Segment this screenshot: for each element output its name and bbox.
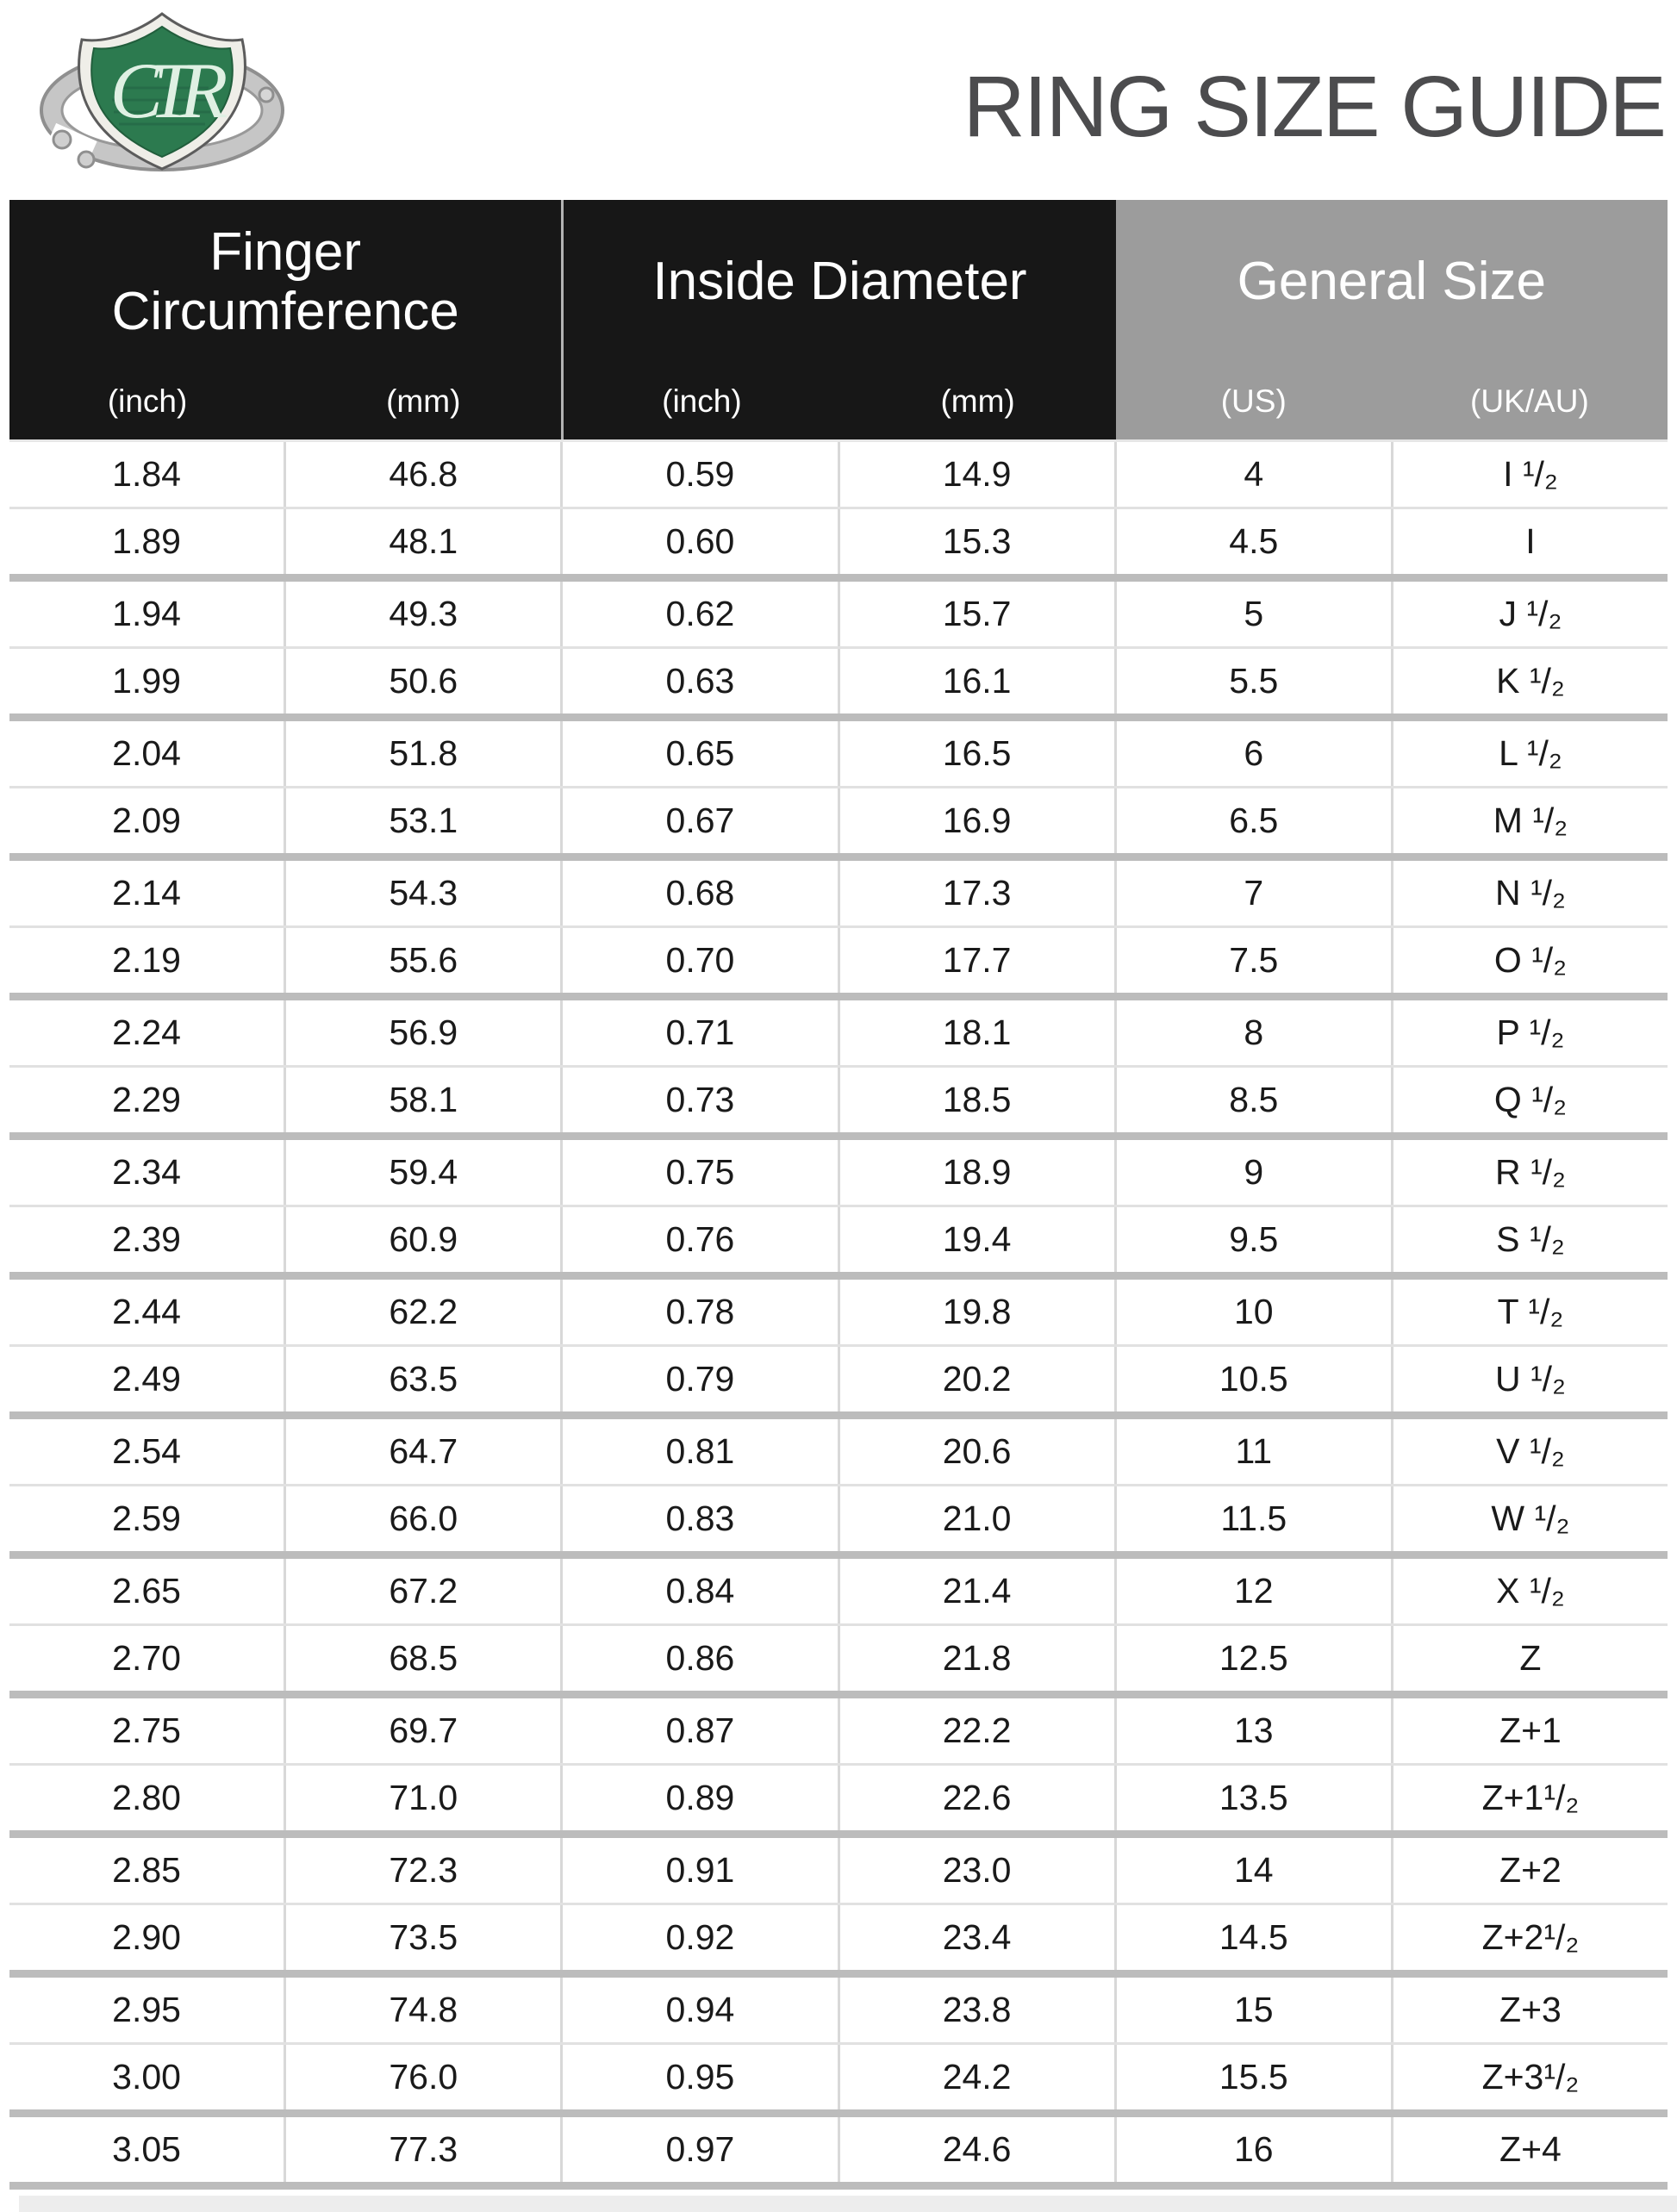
table-row [9, 1419, 1668, 1486]
table-cell: 54.3 [284, 861, 560, 925]
table-cell: 7.5 [1114, 928, 1391, 993]
table-cell: 23.8 [838, 1978, 1114, 2042]
table-cell: 68.5 [284, 1626, 560, 1691]
table-cell: 76.0 [284, 2045, 560, 2109]
table-cell: 0.60 [560, 509, 837, 574]
table-cell: 0.67 [560, 788, 837, 853]
column-group-label: General Size [1237, 252, 1547, 312]
table-cell: 63.5 [284, 1347, 560, 1411]
table-cell: 8 [1114, 1000, 1391, 1065]
unit-label: (mm) [940, 383, 1015, 419]
table-cell: 59.4 [284, 1140, 560, 1205]
table-cell: Z+2¹/₂ [1391, 1905, 1668, 1970]
unit-row [1116, 364, 1668, 439]
unit-row [564, 364, 1115, 439]
table-cell: 73.5 [284, 1905, 560, 1970]
table-row [9, 582, 1668, 649]
table-cell: 72.3 [284, 1838, 560, 1903]
table-cell: 2.19 [112, 940, 181, 980]
table-row [9, 1000, 1668, 1068]
table-cell: 0.97 [560, 2117, 837, 2182]
table-cell: 1.89 [112, 521, 181, 561]
table-cell: 0.91 [560, 1838, 837, 1903]
ctr-ring-logo [33, 3, 291, 178]
table-cell: 19.8 [838, 1280, 1114, 1344]
table-cell: 5.5 [1114, 649, 1391, 713]
table-row [9, 1838, 1668, 1905]
table-cell: 0.84 [560, 1559, 837, 1623]
table-cell: 2.24 [112, 1013, 181, 1052]
table-cell: S ¹/₂ [1391, 1207, 1668, 1272]
table-cell: 17.7 [838, 928, 1114, 993]
table-cell: 0.70 [560, 928, 837, 993]
table-cell: 14.9 [838, 442, 1114, 507]
table-cell: 5 [1114, 582, 1391, 646]
table-cell: 19.4 [838, 1207, 1114, 1272]
table-cell: Z+4 [1391, 2117, 1668, 2182]
table-cell: 18.9 [838, 1140, 1114, 1205]
table-cell: 9 [1114, 1140, 1391, 1205]
header-group-inside-diameter [564, 200, 1115, 439]
table-cell: P ¹/₂ [1391, 1000, 1668, 1065]
table-row [9, 509, 1668, 582]
column-group-label: Inside Diameter [652, 252, 1027, 312]
table-cell: 0.63 [560, 649, 837, 713]
table-cell: 11 [1114, 1419, 1391, 1484]
table-cell: 2.75 [112, 1710, 181, 1750]
table-cell: 2.85 [112, 1850, 181, 1890]
table-cell: 12 [1114, 1559, 1391, 1623]
table-cell: 13 [1114, 1698, 1391, 1763]
table-cell: 46.8 [284, 442, 560, 507]
table-cell: 0.78 [560, 1280, 837, 1344]
table-cell: 0.68 [560, 861, 837, 925]
table-cell: N ¹/₂ [1391, 861, 1668, 925]
table-cell: 51.8 [284, 721, 560, 786]
table-cell: 6.5 [1114, 788, 1391, 853]
table-cell: 14.5 [1114, 1905, 1391, 1970]
table-cell: 14 [1114, 1838, 1391, 1903]
table-cell: T ¹/₂ [1391, 1280, 1668, 1344]
table-header [9, 200, 1668, 439]
table-cell: 0.79 [560, 1347, 837, 1411]
table-cell: 4 [1114, 442, 1391, 507]
table-cell: 49.3 [284, 582, 560, 646]
table-cell: 20.2 [838, 1347, 1114, 1411]
table-row [9, 1978, 1668, 2045]
table-cell: J ¹/₂ [1391, 582, 1668, 646]
table-cell: 15 [1114, 1978, 1391, 2042]
table-cell: 0.65 [560, 721, 837, 786]
table-cell: 0.71 [560, 1000, 837, 1065]
table-row [9, 1068, 1668, 1140]
table-cell: 1.99 [112, 661, 181, 701]
table-cell: 2.34 [112, 1152, 181, 1192]
table-cell: 77.3 [284, 2117, 560, 2182]
table-cell: 24.2 [838, 2045, 1114, 2109]
table-cell: Z+3 [1391, 1978, 1668, 2042]
table-cell: 55.6 [284, 928, 560, 993]
table-row [9, 861, 1668, 928]
table-cell: M ¹/₂ [1391, 788, 1668, 853]
table-row [9, 1486, 1668, 1559]
table-cell: 53.1 [284, 788, 560, 853]
table-cell: O ¹/₂ [1391, 928, 1668, 993]
table-row [9, 2117, 1668, 2190]
table-cell: 22.6 [838, 1766, 1114, 1830]
table-row [9, 928, 1668, 1000]
table-cell: 67.2 [284, 1559, 560, 1623]
unit-label: (US) [1220, 383, 1287, 419]
table-cell: 71.0 [284, 1766, 560, 1830]
table-row [9, 721, 1668, 788]
header-group-finger-circumference [9, 200, 564, 439]
unit-label: (inch) [662, 383, 742, 419]
table-cell: 16.9 [838, 788, 1114, 853]
table-cell: 12.5 [1114, 1626, 1391, 1691]
table-cell: 74.8 [284, 1978, 560, 2042]
table-row [9, 649, 1668, 721]
table-cell: 2.90 [112, 1917, 181, 1957]
table-cell: 0.62 [560, 582, 837, 646]
table-cell: 16.5 [838, 721, 1114, 786]
table-cell: K ¹/₂ [1391, 649, 1668, 713]
table-cell: X ¹/₂ [1391, 1559, 1668, 1623]
table-cell: 56.9 [284, 1000, 560, 1065]
table-cell: 1.94 [112, 594, 181, 633]
table-row [9, 1207, 1668, 1280]
table-row [9, 2045, 1668, 2117]
table-cell: 2.04 [112, 733, 181, 773]
table-row [9, 1559, 1668, 1626]
table-cell: 13.5 [1114, 1766, 1391, 1830]
table-row [9, 1347, 1668, 1419]
unit-label: (mm) [386, 383, 461, 419]
table-cell: 22.2 [838, 1698, 1114, 1763]
table-cell: 7 [1114, 861, 1391, 925]
table-cell: I [1391, 509, 1668, 574]
table-cell: 0.75 [560, 1140, 837, 1205]
table-cell: 2.09 [112, 801, 181, 840]
table-cell: 10 [1114, 1280, 1391, 1344]
page-header [0, 0, 1677, 200]
page-title: RING SIZE GUIDE [963, 59, 1665, 155]
table-row [9, 439, 1668, 509]
table-cell: 2.59 [112, 1499, 181, 1538]
table-cell: 16 [1114, 2117, 1391, 2182]
table-cell: 1.84 [112, 454, 181, 494]
table-cell: 60.9 [284, 1207, 560, 1272]
table-cell: 15.5 [1114, 2045, 1391, 2109]
table-cell: 0.95 [560, 2045, 837, 2109]
table-cell: 2.65 [112, 1571, 181, 1611]
table-cell: 66.0 [284, 1486, 560, 1551]
table-cell: 8.5 [1114, 1068, 1391, 1132]
table-cell: 0.87 [560, 1698, 837, 1763]
table-cell: 4.5 [1114, 509, 1391, 574]
table-cell: 16.1 [838, 649, 1114, 713]
column-group-label: Finger Circumference [111, 221, 459, 341]
table-cell: 3.00 [112, 2057, 181, 2097]
table-cell: 2.70 [112, 1638, 181, 1678]
table-cell: Q ¹/₂ [1391, 1068, 1668, 1132]
table-row [9, 1626, 1668, 1698]
table-cell: 2.39 [112, 1219, 181, 1259]
footer-bar [19, 2196, 1677, 2212]
table-cell: 2.49 [112, 1359, 181, 1399]
table-cell: L ¹/₂ [1391, 721, 1668, 786]
unit-row [9, 364, 561, 439]
table-cell: 17.3 [838, 861, 1114, 925]
table-cell: U ¹/₂ [1391, 1347, 1668, 1411]
table-cell: W ¹/₂ [1391, 1486, 1668, 1551]
table-cell: 23.4 [838, 1905, 1114, 1970]
table-cell: 18.5 [838, 1068, 1114, 1132]
unit-label: (UK/AU) [1470, 383, 1589, 419]
table-cell: R ¹/₂ [1391, 1140, 1668, 1205]
table-row [9, 1280, 1668, 1347]
table-cell: Z+2 [1391, 1838, 1668, 1903]
table-cell: 0.76 [560, 1207, 837, 1272]
table-cell: 2.95 [112, 1990, 181, 2029]
table-body [9, 439, 1668, 2190]
table-cell: V ¹/₂ [1391, 1419, 1668, 1484]
ring-size-table [9, 200, 1668, 2190]
table-cell: 2.29 [112, 1080, 181, 1119]
table-cell: Z+1¹/₂ [1391, 1766, 1668, 1830]
table-cell: 69.7 [284, 1698, 560, 1763]
table-cell: 18.1 [838, 1000, 1114, 1065]
table-cell: 0.89 [560, 1766, 837, 1830]
table-cell: 15.3 [838, 509, 1114, 574]
table-cell: 23.0 [838, 1838, 1114, 1903]
table-cell: 0.59 [560, 442, 837, 507]
table-cell: 21.4 [838, 1559, 1114, 1623]
table-cell: 15.7 [838, 582, 1114, 646]
table-cell: 21.8 [838, 1626, 1114, 1691]
table-cell: 0.94 [560, 1978, 837, 2042]
table-cell: 24.6 [838, 2117, 1114, 2182]
table-cell: 3.05 [112, 2129, 181, 2169]
table-cell: 20.6 [838, 1419, 1114, 1484]
table-cell: 64.7 [284, 1419, 560, 1484]
table-cell: 21.0 [838, 1486, 1114, 1551]
table-cell: Z+3¹/₂ [1391, 2045, 1668, 2109]
table-cell: I ¹/₂ [1391, 442, 1668, 507]
table-cell: Z+1 [1391, 1698, 1668, 1763]
table-cell: 62.2 [284, 1280, 560, 1344]
table-cell: 9.5 [1114, 1207, 1391, 1272]
table-cell: Z [1391, 1626, 1668, 1691]
table-cell: 2.80 [112, 1778, 181, 1817]
table-row [9, 1905, 1668, 1978]
table-row [9, 1140, 1668, 1207]
unit-label: (inch) [107, 383, 188, 419]
table-cell: 58.1 [284, 1068, 560, 1132]
table-cell: 6 [1114, 721, 1391, 786]
table-cell: 0.83 [560, 1486, 837, 1551]
table-row [9, 788, 1668, 861]
table-cell: 0.81 [560, 1419, 837, 1484]
table-row [9, 1766, 1668, 1838]
header-group-general-size [1116, 200, 1668, 439]
table-cell: 11.5 [1114, 1486, 1391, 1551]
table-cell: 48.1 [284, 509, 560, 574]
table-cell: 2.14 [112, 873, 181, 913]
table-cell: 10.5 [1114, 1347, 1391, 1411]
table-cell: 50.6 [284, 649, 560, 713]
table-cell: 2.54 [112, 1431, 181, 1471]
table-row [9, 1698, 1668, 1766]
table-cell: 0.92 [560, 1905, 837, 1970]
ctr-monogram: CTR [109, 47, 215, 134]
table-cell: 2.44 [112, 1292, 181, 1331]
table-cell: 0.86 [560, 1626, 837, 1691]
table-cell: 0.73 [560, 1068, 837, 1132]
